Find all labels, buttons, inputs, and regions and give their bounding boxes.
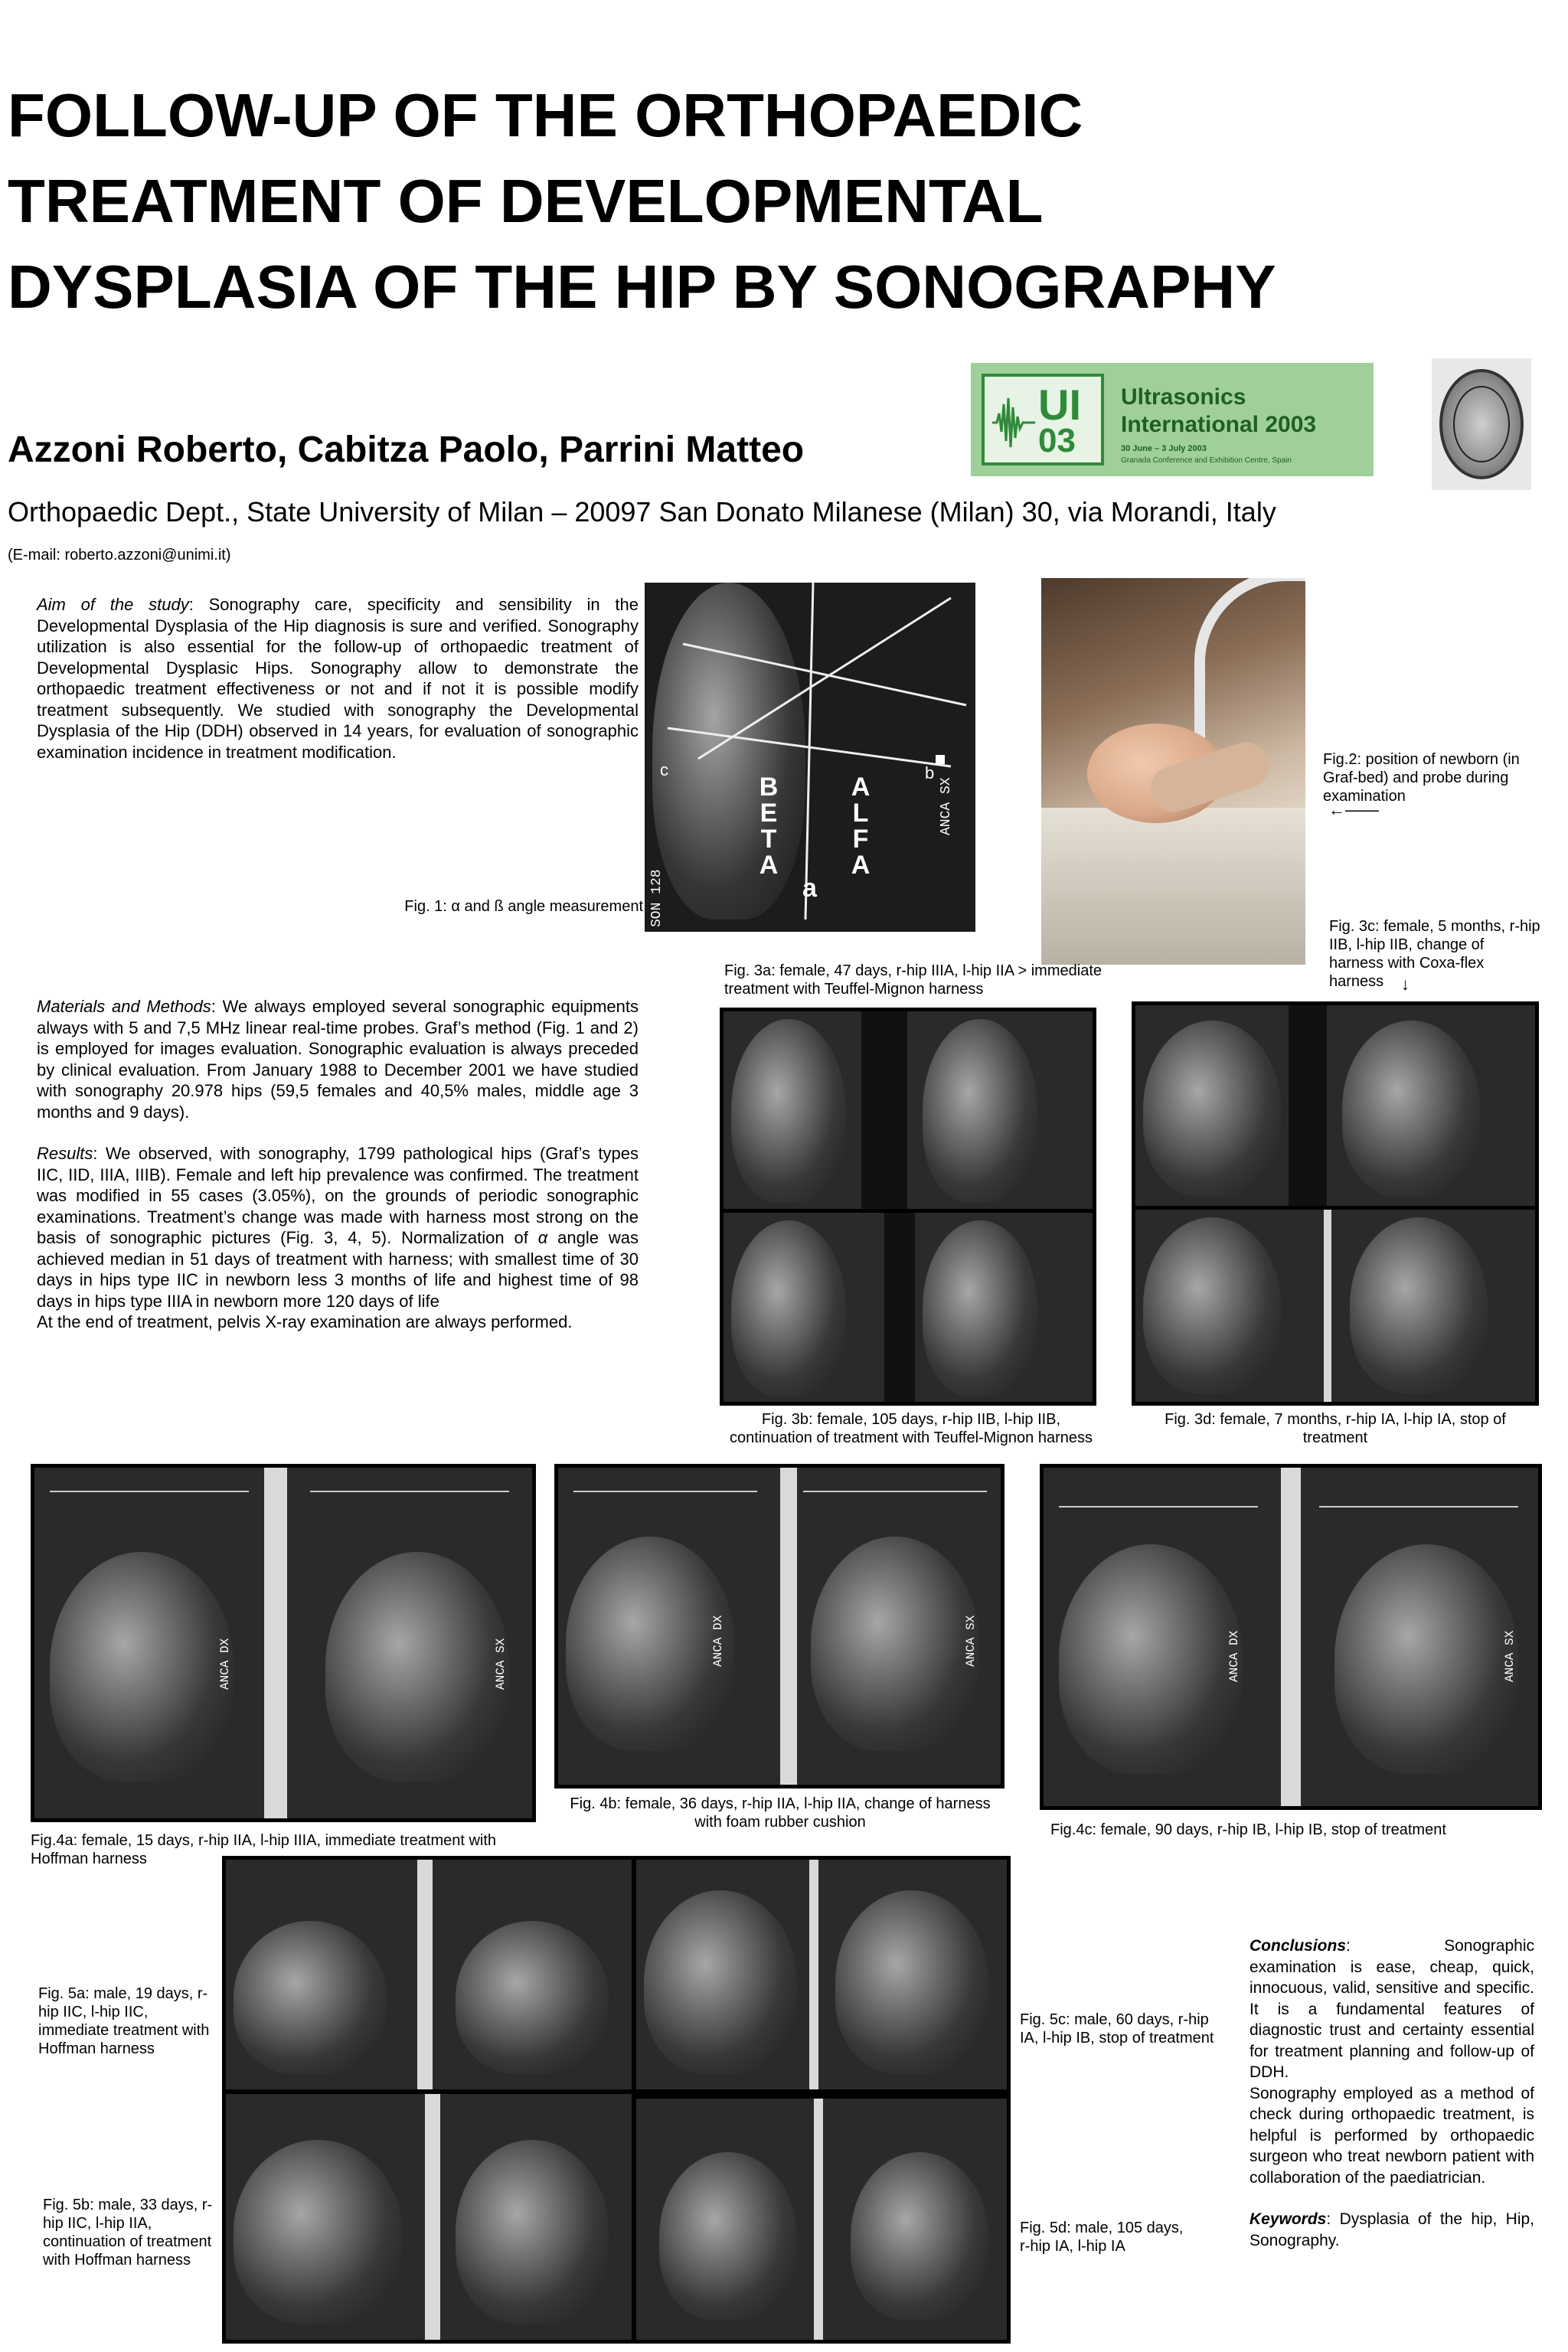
results-label: Results	[37, 1144, 93, 1163]
fig4a-label-sx: ANCA SX	[494, 1638, 508, 1690]
methods-label: Materials and Methods	[37, 997, 211, 1016]
fig3d-sonogram	[1135, 1210, 1535, 1402]
fig3c-sonogram	[1135, 1005, 1535, 1206]
fig5-panel	[222, 1856, 1011, 2344]
title-line-3: DYSPLASIA OF THE HIP BY SONOGRAPHY	[8, 253, 1276, 321]
seal-figure-icon	[1453, 386, 1510, 462]
university-seal	[1432, 358, 1531, 490]
fig3b-sonogram	[724, 1213, 1093, 1402]
fig3ab-panel	[720, 1008, 1096, 1406]
aim-text: : Sonography care, specificity and sensibility in the Developmental Dysplasia of the Hip diagnosis is sure and verified. Sonography utilization is also essential for the follow-up of orthopaedic treatment of Developmental Dysplasic Hips. Sonography allow to demonstrate the orthopaedic treatment effectiveness or not and if not it is possible modify treatment subsequently. We studied with sonography the Developmental Dysplasia of the Hip (DDH) observed in 14 years, for evaluation of sonographic examination incidence in treatment modification.	[37, 595, 639, 762]
label-alfa: ALFA	[851, 773, 871, 880]
aim-label: Aim of the study	[37, 595, 189, 614]
fig3a-caption: Fig. 3a: female, 47 days, r-hip IIIA, l-hip IIA > immediate treatment with Teuffel-Mignon harness	[724, 962, 1102, 998]
fig4a-sonogram	[31, 1464, 536, 1822]
fig2-caption: Fig.2: position of newborn (in Graf-bed) and probe during examination	[1323, 751, 1520, 805]
methods-text: : We always employed several sonographic equipments always with 5 and 7,5 MHz linear real-time probes. Graf’s method (Fig. 1 and 2) is employed for images evaluation. Sonographic evaluation is always preceded by clinical evaluation. From January 1988 to December 2001 we have studied with sonography 20.978 hips (59,5 females and 40,5% males, middle age 3 months and 9 days).	[37, 997, 639, 1122]
fig4a-label-dx: ANCA DX	[218, 1638, 232, 1690]
fig3cd-panel	[1132, 1001, 1539, 1406]
waveform-icon	[992, 392, 1035, 453]
fig5d-caption: Fig. 5d: male, 105 days, r-hip IA, l-hip IA	[1020, 2220, 1184, 2255]
authors: Azzoni Roberto, Cabitza Paolo, Parrini Matteo	[8, 430, 805, 470]
conclusions-label: Conclusions	[1250, 1937, 1347, 1955]
fig4c-caption: Fig.4c: female, 90 days, r-hip IB, l-hip IB, stop of treatment	[1050, 1821, 1446, 1838]
logo-venue: Granada Conference and Exhibition Centre, Spain	[1121, 456, 1292, 465]
fig1-sonogram	[645, 583, 975, 932]
fig2-photo	[1041, 578, 1305, 965]
fig4a-caption: Fig.4a: female, 15 days, r-hip IIA, l-hip IIIA, immediate treatment with Hoffman harness	[31, 1832, 497, 1867]
keywords-label: Keywords	[1250, 2210, 1327, 2228]
fig5c-caption: Fig. 5c: male, 60 days, r-hip IA, l-hip IB, stop of treatment	[1020, 2011, 1214, 2047]
fig3d-caption: Fig. 3d: female, 7 months, r-hip IA, l-hip IA, stop of treatment	[1165, 1411, 1506, 1446]
fig5b-caption: Fig. 5b: male, 33 days, r-hip IIC, l-hip IIA, continuation of treatment with Hoffman harness	[43, 2197, 213, 2269]
fig4b-label-sx: ANCA SX	[964, 1615, 978, 1667]
logo-dates: 30 June – 3 July 2003	[1121, 444, 1207, 453]
fig5b-sonogram	[226, 2094, 632, 2340]
title-line-2: TREATMENT OF DEVELOPMENTAL	[8, 167, 1044, 235]
affiliation: Orthopaedic Dept., State University of Milan – 20097 San Donato Milanese (Milan) 30, via Morandi, Italy	[8, 496, 1276, 528]
aim-section	[37, 594, 639, 763]
fig1-caption: Fig. 1: α and ß angle measurement	[404, 898, 643, 915]
fig3c-arrow-icon: ↓	[1401, 975, 1410, 994]
results-xray: At the end of treatment, pelvis X-ray examination are always performed.	[37, 1312, 573, 1331]
logo-name-2: International 2003	[1121, 412, 1317, 437]
methods-section: Materials and Methods: We always employed several sonographic equipments always with 5 and 7,5 MHz linear real-time probes. Graf’s method (Fig. 1 and 2) is employed for images evaluation. Sonographic evaluation is always preceded by clinical evaluation. From January 1988 to December 2001 we have studied with sonography 20.978 hips (59,5 females and 40,5% males, middle age 3 months and 9 days). Results: We observed, with sonography, 1799 pathological hips (Graf’s types IIC, IID, IIIA, IIIB). Female and left hip prevalence was confirmed. The treatment was modified in 55 cases (3.05%), on the grounds of periodic sonographic examinations. Treatment’s change was made with harness most strong on the basis of sonographic pictures (Fig. 3, 4, 5). Normalization of α angle was achieved median in 51 days of treatment with harness; with smallest time of 30 days in hips type IIC in newborn less 3 months of life and highest time of 98 days in hips type IIIA in newborn more 120 days of life At the end of treatment, pelvis X-ray examination are always performed.	[37, 997, 639, 1331]
fig5d-sonogram	[636, 2099, 1007, 2340]
label-c: c	[660, 760, 668, 779]
label-son: SON 128	[649, 869, 665, 927]
fig3a-sonogram	[724, 1011, 1093, 1209]
fig4b-label-dx: ANCA DX	[711, 1615, 725, 1667]
fig2-arrow-icon: ←——	[1328, 800, 1379, 819]
label-anca-sx: ANCA SX	[939, 777, 954, 835]
fig4c-label-dx: ANCA DX	[1227, 1630, 1241, 1682]
fig5c-sonogram	[636, 1860, 1007, 2089]
fig4b-caption: Fig. 4b: female, 36 days, r-hip IIA, l-hip IIA, change of harness with foam rubber cushion	[570, 1795, 991, 1831]
fig3b-caption: Fig. 3b: female, 105 days, r-hip IIB, l-hip IIB, continuation of treatment with Teuffel-Mignon harness	[730, 1411, 1093, 1446]
title-line-1: FOLLOW-UP OF THE ORTHOPAEDIC	[8, 81, 1083, 149]
label-beta: BETA	[759, 773, 779, 880]
fig3c-caption: Fig. 3c: female, 5 months, r-hip IIB, l-hip IIB, change of harness with Coxa-flex harness	[1329, 918, 1540, 990]
fig4b-sonogram	[554, 1464, 1004, 1788]
alpha-symbol: α	[537, 1228, 548, 1247]
fig4c-sonogram	[1040, 1464, 1542, 1810]
ui03-badge: UI 03	[982, 374, 1104, 466]
fig5a-caption: Fig. 5a: male, 19 days, r-hip IIC, l-hip IIC, immediate treatment with Hoffman harness	[38, 1985, 210, 2057]
logo-name-1: Ultrasonics	[1121, 384, 1246, 410]
conference-logo	[971, 363, 1374, 476]
label-a: a	[802, 874, 817, 903]
label-b: b	[925, 763, 935, 782]
fig5a-sonogram	[226, 1860, 632, 2089]
poster-title	[8, 73, 1508, 330]
email: (E-mail: roberto.azzoni@unimi.it)	[8, 547, 231, 564]
conclusions-text-2: Sonography employed as a method of check during orthopaedic treatment, is helpful is performed by orthopaedic surgeon who treat newborn patient with collaboration of the paediatrician.	[1250, 2084, 1534, 2187]
conclusions-section: Conclusions: Sonographic examination is ease, cheap, quick, innocuous, valid, sensitive and specific. It is a fundamental features of diagnostic trust and certainty essential for treatment planning and follow-up of DDH. Sonography employed as a method of check during orthopaedic treatment, is helpful is performed by orthopaedic surgeon who treat newborn patient with collaboration of the paediatrician. Keywords: Dysplasia of the hip, Hip, Sonography.	[1250, 1937, 1534, 2249]
fig4c-label-sx: ANCA SX	[1503, 1630, 1517, 1682]
